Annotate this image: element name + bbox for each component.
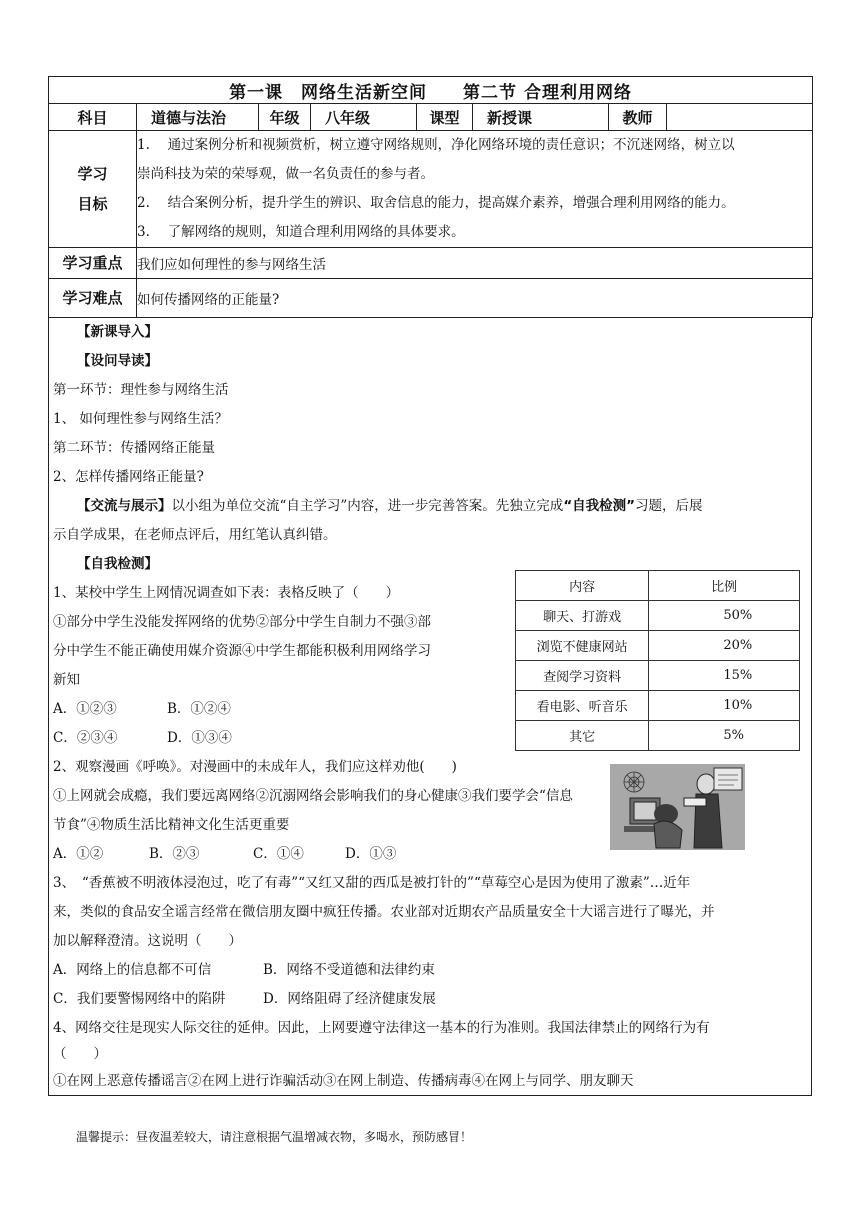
cartoon-image xyxy=(610,764,745,850)
exchange-self-check: “自我检测” xyxy=(563,498,636,514)
worksheet xyxy=(48,76,812,1096)
subject-label: 科目 xyxy=(49,104,137,131)
problem-4-line: 4、网络交往是现实人际交往的延伸。因此，上网要遵守法律这一基本的行为准则。我国法律禁止的网络行为有 xyxy=(53,1020,710,1036)
goals-label-line1: 学习 xyxy=(77,165,108,183)
exchange-text-a: 以小组为单位交流“自主学习”内容，进一步完善答案。先独立完成 xyxy=(171,498,564,514)
stage-one: 第一环节：理性参与网络生活 xyxy=(53,382,229,398)
question-two: 2、怎样传播网络正能量? xyxy=(53,469,204,485)
table-row xyxy=(516,661,800,691)
problem-2-stem: 2、观察漫画《呼唤》。对漫画中的未成年人，我们应这样劝他( ) xyxy=(53,759,457,775)
footer-tip: 温馨提示：昼夜温差较大，请注意根据气温增减衣物，多喝水，预防感冒！ xyxy=(76,1130,473,1144)
stage-two: 第二环节：传播网络正能量 xyxy=(53,440,215,456)
meta-row xyxy=(49,104,813,131)
section-new-lesson: 【新课导入】 xyxy=(77,324,158,340)
problem-2-option-d: D．①③ xyxy=(345,846,397,862)
header-table xyxy=(48,76,813,318)
exchange-line-2: 示自学成果，在老师点评后，用红笔认真纠错。 xyxy=(53,527,337,543)
goal-line: 3. 了解网络的规则，知道合理利用网络的具体要求。 xyxy=(137,224,465,240)
problem-2-line: 节食”④物质生活比精神文化生活更重要 xyxy=(53,817,290,833)
problem-1-option-c: C．②③④ xyxy=(53,730,118,746)
focus-label: 学习重点 xyxy=(49,248,137,279)
problem-3-option-b: B．网络不受道德和法律约束 xyxy=(263,962,435,978)
section-self-check: 【自我检测】 xyxy=(77,556,158,572)
problem-3-line: 3、 “香蕉被不明液体浸泡过，吃了有毒”“又红又甜的西瓜是被打针的”“草莓空心是因为使用了激素”…近年 xyxy=(53,875,691,891)
problem-2-option-a: A．①② xyxy=(53,846,104,862)
exchange-heading: 【交流与展示】 xyxy=(77,498,172,514)
survey-item: 聊天、打游戏 xyxy=(516,601,649,631)
survey-item: 其它 xyxy=(516,721,649,751)
difficulty-label: 学习难点 xyxy=(49,279,137,318)
problem-3-line: 来，类似的食品安全谣言经常在微信朋友圈中疯狂传播。农业部对近期农产品质量安全十大谣言进行了曝光，并 xyxy=(53,904,715,920)
survey-table xyxy=(515,570,800,751)
problem-3-option-c: C．我们要警惕网络中的陷阱 xyxy=(53,991,226,1007)
problem-1-line: 新知 xyxy=(53,672,80,688)
table-row xyxy=(516,691,800,721)
problem-2-option-b: B．②③ xyxy=(149,846,200,862)
goal-line: 2. 结合案例分析，提升学生的辨识、取舍信息的能力，提高媒介素养，增强合理利用网络的能力。 xyxy=(137,195,735,211)
problem-1-option-d: D．①③④ xyxy=(167,730,232,746)
exchange-line xyxy=(77,492,703,521)
goals-label xyxy=(49,131,137,248)
grade-label: 年级 xyxy=(259,104,311,131)
problem-3-option-d: D．网络阻碍了经济健康发展 xyxy=(263,991,436,1007)
problem-1-option-b: B．①②④ xyxy=(167,701,231,717)
teacher-value xyxy=(667,104,813,131)
survey-ratio: 15% xyxy=(649,661,800,691)
focus-text: 我们应如何理性的参与网络生活 xyxy=(137,248,813,279)
goals-content xyxy=(137,131,813,248)
table-row xyxy=(516,601,800,631)
teacher-label: 教师 xyxy=(609,104,667,131)
problem-4-line: ①在网上恶意传播谣言②在网上进行诈骗活动③在网上制造、传播病毒④在网上与同学、朋友聊天 xyxy=(53,1073,634,1089)
goals-label-line2: 目标 xyxy=(77,195,108,213)
problem-1-option-a: A．①②③ xyxy=(53,701,117,717)
subject-value: 道德与法治 xyxy=(137,104,259,131)
problem-2-option-c: C．①④ xyxy=(253,846,304,862)
survey-item: 浏览不健康网站 xyxy=(516,631,649,661)
problem-3-option-a: A．网络上的信息都不可信 xyxy=(53,962,212,978)
question-one: 1、 如何理性参与网络生活？ xyxy=(53,411,228,427)
survey-ratio: 20% xyxy=(649,631,800,661)
survey-ratio: 10% xyxy=(649,691,800,721)
lesson-body xyxy=(48,318,812,1096)
survey-header-ratio: 比例 xyxy=(649,571,800,601)
problem-2-line: ①上网就会成瘾，我们要远离网络②沉溺网络会影响我们的身心健康③我们要学会“信息 xyxy=(53,788,573,804)
table-row xyxy=(516,631,800,661)
survey-header-content: 内容 xyxy=(516,571,649,601)
page-title: 第一课 网络生活新空间 第二节 合理利用网络 xyxy=(49,77,813,104)
problem-3-line: 加以解释澄清。这说明（ ） xyxy=(53,933,242,949)
exchange-text-c: 习题，后展 xyxy=(635,498,703,514)
table-row xyxy=(516,721,800,751)
survey-item: 查阅学习资料 xyxy=(516,661,649,691)
survey-item: 看电影、听音乐 xyxy=(516,691,649,721)
lesson-type-value: 新授课 xyxy=(473,104,609,131)
problem-4-line: （ ） xyxy=(53,1046,107,1062)
problem-1-line: ①部分中学生没能发挥网络的优势②部分中学生自制力不强③部 xyxy=(53,614,431,630)
survey-ratio: 50% xyxy=(649,601,800,631)
section-guided-reading: 【设问导读】 xyxy=(77,353,158,369)
goal-line: 1. 通过案例分析和视频赏析，树立遵守网络规则，净化网络环境的责任意识；不沉迷网络，树立以 xyxy=(137,137,735,153)
cartoon-illustration xyxy=(610,764,745,850)
lesson-type-label: 课型 xyxy=(417,104,473,131)
goal-line: 崇尚科技为荣的荣辱观，做一名负责任的参与者。 xyxy=(137,166,434,182)
problem-1-line: 分中学生不能正确使用媒介资源④中学生都能积极利用网络学习 xyxy=(53,643,431,659)
problem-1-stem: 1、某校中学生上网情况调查如下表：表格反映了（ ） xyxy=(53,585,400,601)
survey-ratio: 5% xyxy=(649,721,800,751)
grade-value: 八年级 xyxy=(311,104,417,131)
difficulty-text: 如何传播网络的正能量? xyxy=(137,279,813,318)
